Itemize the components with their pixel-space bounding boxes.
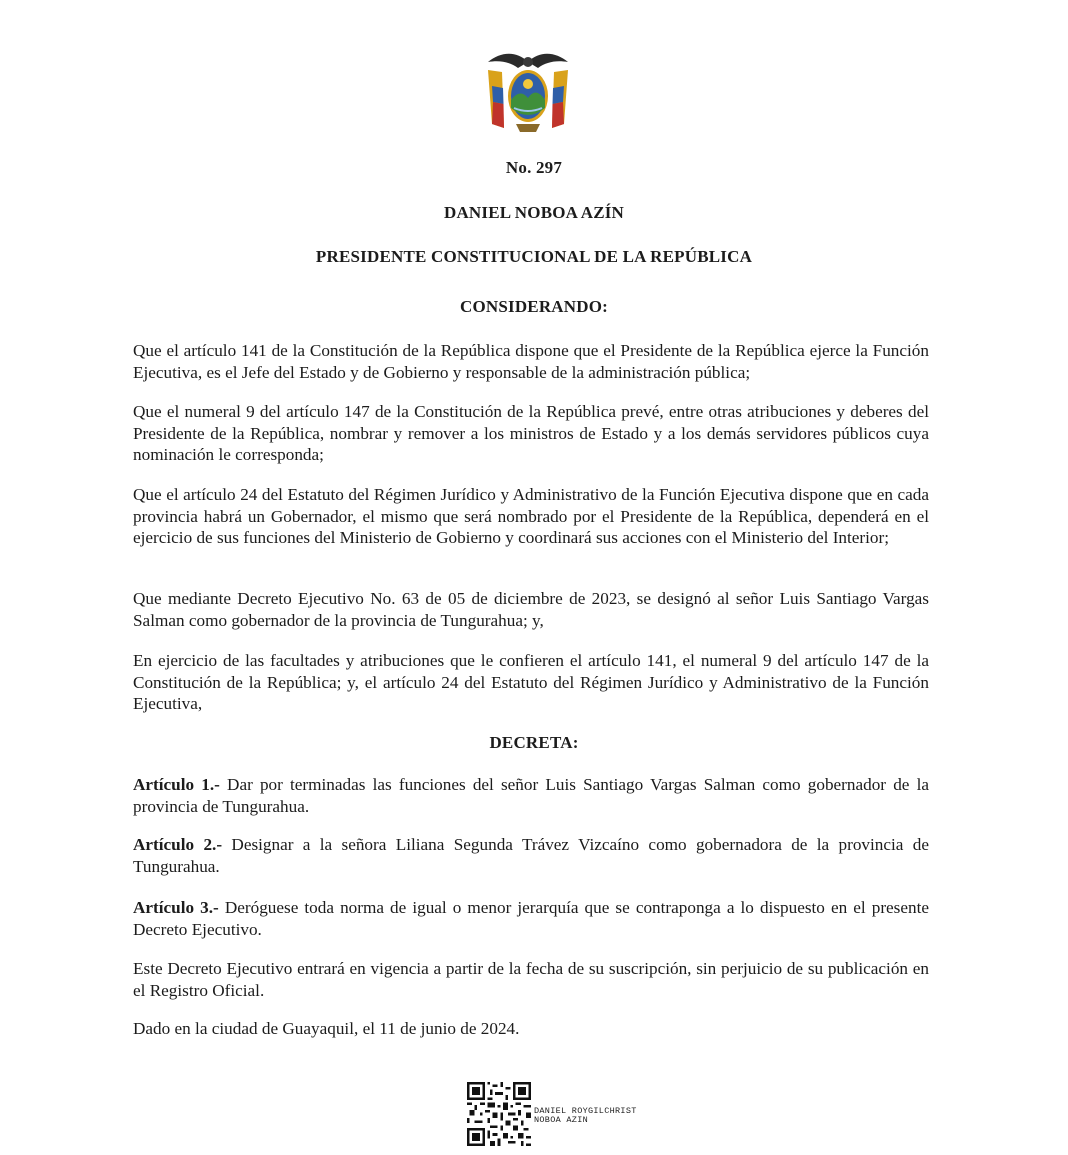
article-text: Designar a la señora Liliana Segunda Trávez Vizcaíno como gobernadora de la provincia de Tungurahua. [133, 835, 929, 876]
article-text: Dar por terminadas las funciones del señor Luis Santiago Vargas Salman como gobernador de la provincia de Tungurahua. [133, 775, 929, 816]
electronic-signature [467, 1082, 677, 1146]
article-label: Artículo 1.- [133, 775, 220, 794]
ecuador-coat-of-arms-icon [480, 48, 576, 138]
article-label: Artículo 3.- [133, 898, 219, 917]
article-2 [133, 834, 929, 877]
qr-code-icon [467, 1082, 531, 1146]
article-3 [133, 897, 929, 940]
considerando-heading: CONSIDERANDO: [459, 297, 609, 316]
vigencia-paragraph: Este Decreto Ejecutivo entrará en vigencia a partir de la fecha de su suscripción, sin perjuicio de su publicación en el Registro Oficial. [133, 959, 929, 1000]
consideration-paragraph: Que mediante Decreto Ejecutivo No. 63 de 05 de diciembre de 2023, se designó al señor Luis Santiago Vargas Salman como gobernador de la provincia de Tungurahua; y, [133, 589, 929, 630]
article-text: Deróguese toda norma de igual o menor jerarquía que se contraponga a lo dispuesto en el presente Decreto Ejecutivo. [133, 898, 929, 939]
signer-name-line: DANIEL ROYGILCHRIST [534, 1106, 637, 1116]
signer-name [534, 1107, 637, 1125]
dado-paragraph: Dado en la ciudad de Guayaquil, el 11 de junio de 2024. [133, 1019, 520, 1038]
signer-name-line: NOBOA AZIN [534, 1115, 589, 1125]
president-office: PRESIDENTE CONSTITUCIONAL DE LA REPÚBLICA [315, 247, 753, 266]
decreta-heading: DECRETA: [489, 733, 579, 752]
article-label: Artículo 2.- [133, 835, 223, 854]
consideration-paragraph: Que el numeral 9 del artículo 147 de la Constitución de la República prevé, entre otras atribuciones y deberes del Presidente de la República, nombrar y remover a los ministros de Estado y a los demás servidores públicos cuya nominación le corresponda; [133, 402, 929, 464]
president-name: DANIEL NOBOA AZÍN [443, 203, 625, 222]
consideration-paragraph: En ejercicio de las facultades y atribuciones que le confieren el artículo 141, el numeral 9 del artículo 147 de la Constitución de la República; y, el artículo 24 del Estatuto del Régimen Jurídico y Administrativo de la Función Ejecutiva, [133, 651, 929, 713]
decree-number: No. 297 [505, 158, 563, 177]
article-1 [133, 774, 929, 817]
consideration-paragraph: Que el artículo 24 del Estatuto del Régimen Jurídico y Administrativo de la Función Ejecutiva dispone que en cada provincia habrá un Gobernador, el mismo que será nombrado por el Presidente de la República, dependerá en el ejercicio de sus funciones del Ministerio de Gobierno y coordinará sus acciones con el Ministerio del Interior; [133, 485, 929, 547]
consideration-paragraph: Que el artículo 141 de la Constitución de la República dispone que el Presidente de la República ejerce la Función Ejecutiva, es el Jefe del Estado y de Gobierno y responsable de la administración pública; [133, 341, 929, 382]
